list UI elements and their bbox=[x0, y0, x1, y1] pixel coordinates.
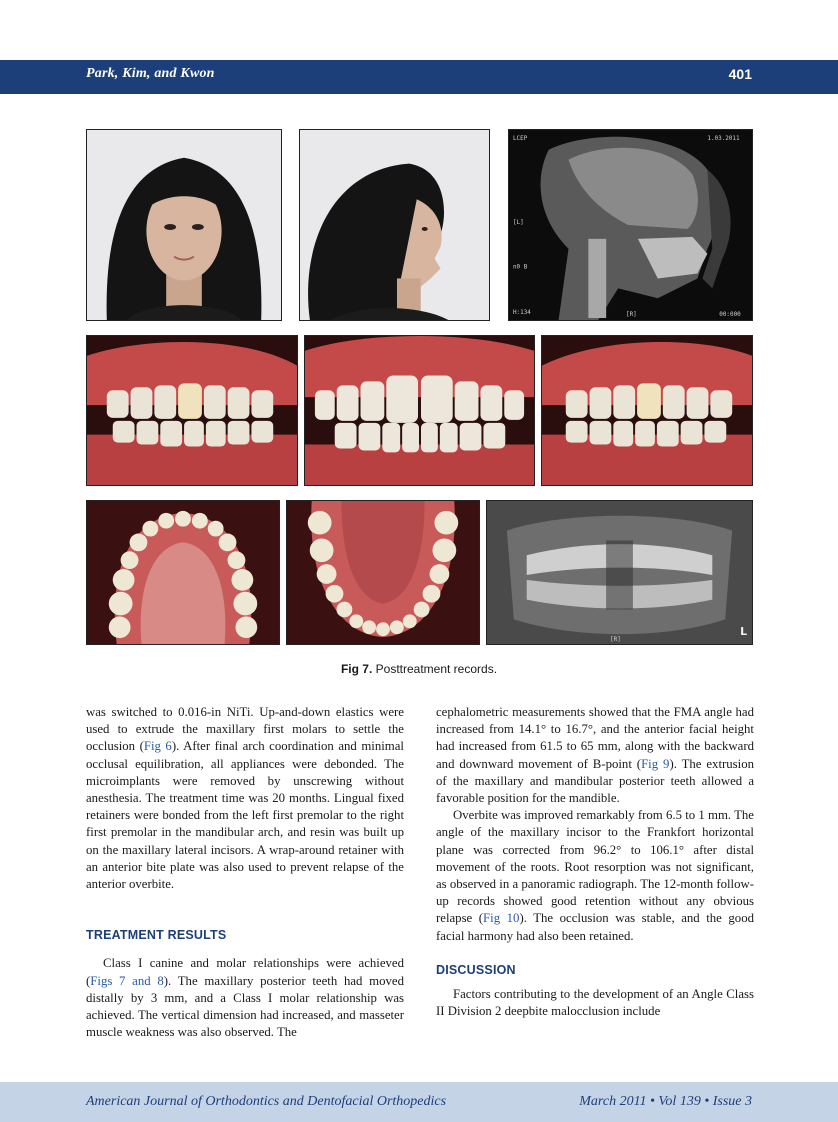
left-paragraph-1: was switched to 0.016-in NiTi. Up-and-down elastics were used to extrude the maxillary first molars to settle the occlusion (Fig 6). After final arch coordination and minimal occlusal equilibration, all appliances were debonded. The microimplants were removed by unscrewing without anesthesia. The treatment time was 20 months. Lingual fixed retainers were bonded from the left first premolar to the right first premolar in the mandibular arch, and resin was built up on the maxillary lateral incisors. A wrap-around retainer with an anterior bite plate was also used to prevent relapse of the anterior overbite. bbox=[86, 705, 404, 892]
section-heading-treatment-results: TREATMENT RESULTS bbox=[86, 928, 227, 943]
ceph-label-top-left: LCEP bbox=[512, 134, 528, 142]
section-heading-discussion: DISCUSSION bbox=[436, 962, 516, 977]
body-column-right bbox=[436, 704, 754, 1020]
ceph-label-bottom-left: H:134 bbox=[512, 309, 531, 317]
right-paragraph-1: cephalometric measurements showed that the FMA angle had increased from 14.1° to 16.7°, and the anterior facial height had increased from 61.5 to 65 mm, along with the backward and downward movement of B-point (Fig 9). The extrusion of the maxillary and mandibular posterior teeth allowed a favorable position for the mandible. bbox=[436, 705, 754, 806]
fig6-link[interactable]: Fig 6 bbox=[143, 739, 172, 754]
ceph-label-side-n: n0 B bbox=[512, 263, 528, 271]
running-head-authors: Park, Kim, and Kwon bbox=[86, 66, 215, 81]
ceph-label-side-l: [L] bbox=[512, 219, 524, 227]
footer-journal-name: American Journal of Orthodontics and Dentofacial Orthopedics bbox=[86, 1094, 447, 1109]
lateral-cephalogram bbox=[508, 129, 753, 321]
body-column-left bbox=[86, 704, 404, 1041]
frontal-face-photo bbox=[86, 129, 282, 321]
maxillary-occlusal-photo bbox=[86, 500, 280, 645]
right-paragraph-3: Factors contributing to the development of an Angle Class II Division 2 deepbite malocclusion include bbox=[436, 987, 754, 1019]
ceph-label-top-right: 1.03.2011 bbox=[707, 134, 740, 142]
pano-label-bottom: [R] bbox=[610, 636, 621, 644]
intraoral-frontal-photo bbox=[304, 335, 535, 486]
figs7-8-link[interactable]: Figs 7 and 8 bbox=[90, 973, 164, 988]
figure-caption bbox=[0, 662, 838, 676]
figure-caption-label: Fig 7. bbox=[340, 662, 373, 676]
pano-marker-l: L bbox=[740, 625, 748, 639]
footer-issue-info: March 2011 • Vol 139 • Issue 3 bbox=[579, 1094, 752, 1109]
left-paragraph-2: Class I canine and molar relationships were achieved (Figs 7 and 8). The maxillary posterior teeth had moved distally by 3 mm, and a Class I molar relationship was achieved. The vertical dimension had increased, and masseter muscle weakness was also observed. The bbox=[86, 956, 404, 1040]
profile-face-photo bbox=[299, 129, 490, 321]
fig10-link[interactable]: Fig 10 bbox=[483, 911, 520, 926]
intraoral-right-buccal-photo bbox=[86, 335, 298, 486]
right-paragraph-2: Overbite was improved remarkably from 6.5 to 1 mm. The angle of the maxillary incisor to the Frankfort horizontal plane was corrected from 96.2° to 106.1° after distal movement of the roots. Root resorption was not significant, as observed in a panoramic radiograph. The 12-month follow-up records showed good retention without any obvious relapse (Fig 10). The occlusion was stable, and the good facial harmony had also been retained. bbox=[436, 808, 754, 943]
fig9-link[interactable]: Fig 9 bbox=[641, 756, 670, 771]
page-number: 401 bbox=[728, 66, 752, 82]
intraoral-left-buccal-photo bbox=[541, 335, 753, 486]
panoramic-radiograph bbox=[486, 500, 753, 645]
ceph-label-bottom-right: 00:000 bbox=[719, 311, 741, 319]
ceph-label-bottom-center: [R] bbox=[626, 311, 637, 319]
mandibular-occlusal-photo bbox=[286, 500, 480, 645]
figure-caption-text: Posttreatment records. bbox=[375, 662, 498, 676]
